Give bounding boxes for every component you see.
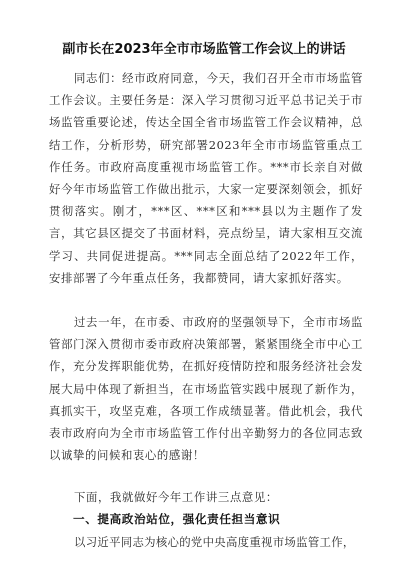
paragraph-text: 下面，我就做好今年工作讲三点意见： <box>74 490 278 504</box>
document-title: 副市长在2023年全市市场监管工作会议上的讲话 <box>62 42 346 57</box>
paragraph-opening <box>49 67 363 289</box>
section-heading: 一、提高政治站位，强化责任担当意识 <box>73 512 281 526</box>
paragraph-section-start: 以习近平同志为核心的党中央高度重视市场监管工作， <box>74 535 355 549</box>
paragraph-review <box>49 311 363 466</box>
paragraph-text: 同志们：经市政府同意，今天，我们召开全市市场监管工作会议。主要任务是：深入学习贯彻习近平总书记关于市场监管重要论述，传达全国全省市场监管工作会议精神，总结工作，分析形势，研究部署2023年全市市场监管重点工作任务。市政府高度重视市场监管工作。***市长亲自对做好今年市场监管工作做出批示，大家一定要深刻领会，抓好贯彻落实。刚才，***区、***区和***县以为主题作了发言，其它县区提交了书面材料，亮点纷呈，请大家相互交流学习、共同促进提高。***同志全面总结了2022年工作，安排部署了今年重点任务，我都赞同，请大家抓好落实。 <box>49 71 363 285</box>
paragraph-text: 过去一年，在市委、市政府的坚强领导下，全市市场监管部门深入贯彻市委市政府决策部署，紧紧围绕全市中心工作，充分发挥职能优势，在抓好疫情防控和服务经济社会发展大局中体现了新担当，在市场监管实践中展现了新作为，真抓实干，攻坚克难，各项工作成绩显著。借此机会，我代表市政府向为全市市场监管工作付出辛勤努力的各位同志致以诚挚的问候和衷心的感谢！ <box>49 315 363 463</box>
paragraph-intro-points <box>49 486 363 508</box>
